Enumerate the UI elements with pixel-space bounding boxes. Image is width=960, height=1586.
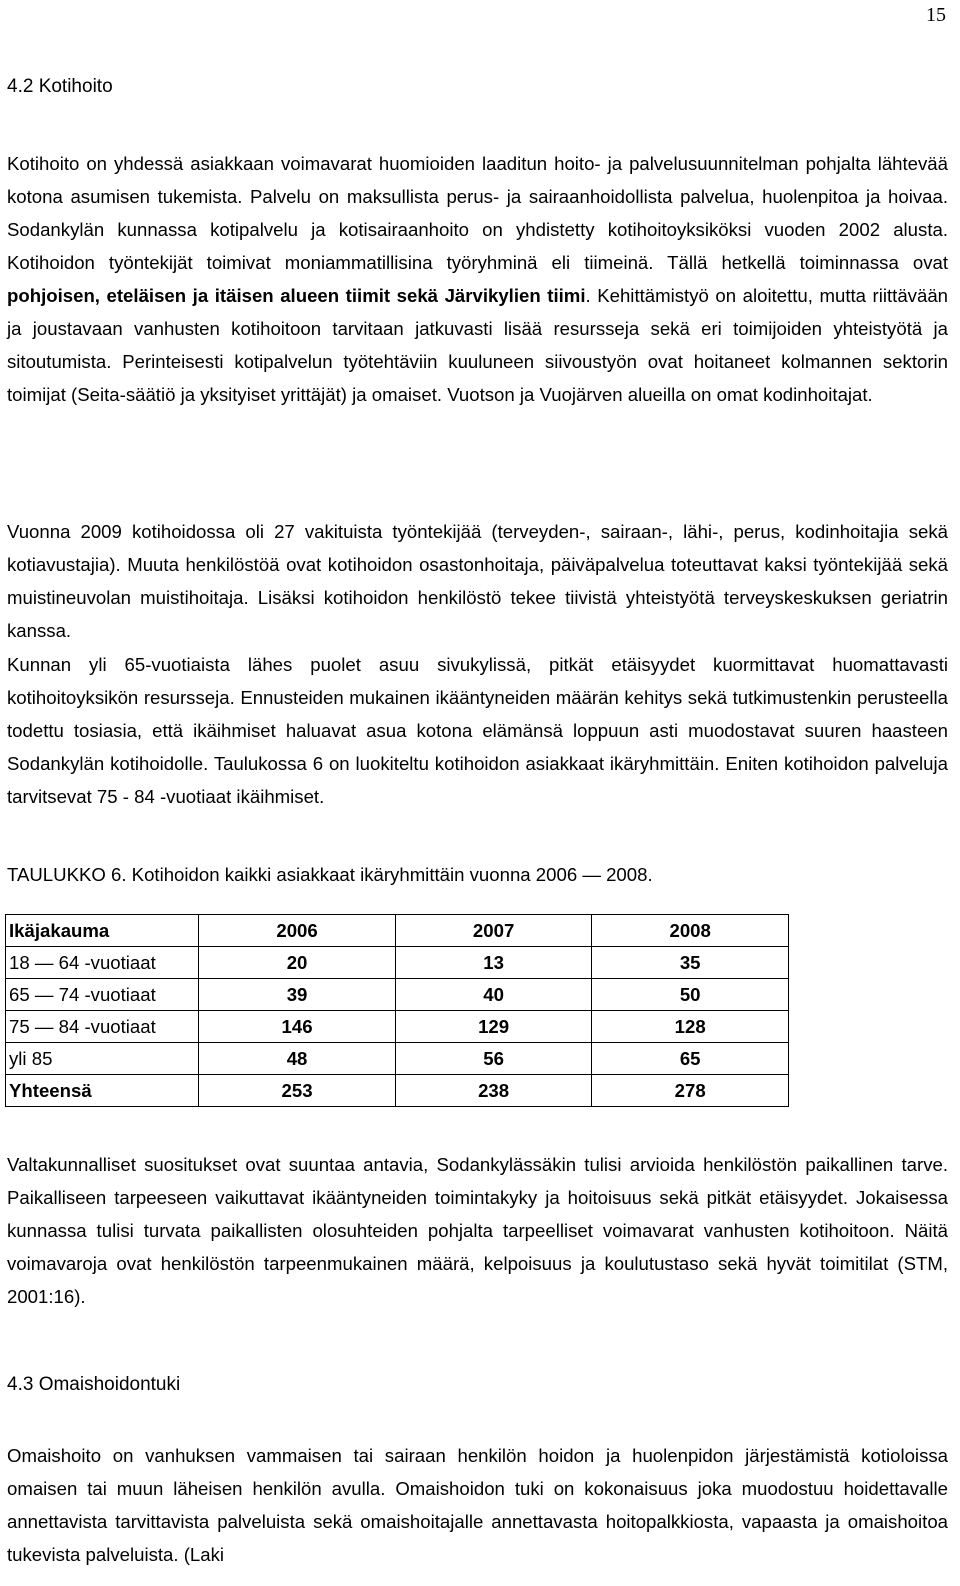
table-title: TAULUKKO 6. Kotihoidon kaikki asiakkaat ikäryhmittäin vuonna 2006 — 2008. — [7, 864, 653, 885]
paragraph-omaishoito: Omaishoito on vanhuksen vammaisen tai sairaan henkilön hoidon ja huolenpidon järjestämistä kotioloissa omaisen tai muun läheisen henkilön avulla. Omaishoidon tuki on kokonaisuus joka muodostuu hoidettavalle annettavista tarvittavista palveluista sekä omaishoitajalle annettavasta hoitopalkkiosta, vapaasta ja omaishoitoa tukevista palveluista. (Laki — [7, 1445, 948, 1565]
row-label: 18 — 64 -vuotiaat — [6, 947, 199, 979]
section-heading-omaishoidontuki: 4.3 Omaishoidontuki — [7, 1374, 181, 1395]
cell-value: 65 — [592, 1043, 789, 1075]
row-label: 75 — 84 -vuotiaat — [6, 1011, 199, 1043]
cell-value: 20 — [199, 947, 396, 979]
cell-value: 129 — [395, 1011, 592, 1043]
cell-value: 238 — [395, 1075, 592, 1107]
header-age-group: Ikäjakauma — [6, 915, 199, 947]
cell-value: 128 — [592, 1011, 789, 1043]
cell-value: 40 — [395, 979, 592, 1011]
table-row — [6, 979, 789, 1011]
section-heading-kotihoito: 4.2 Kotihoito — [7, 76, 113, 97]
table-row — [6, 947, 789, 979]
header-2006: 2006 — [199, 915, 396, 947]
row-label-total: Yhteensä — [6, 1075, 199, 1107]
paragraph-bold-text: pohjoisen, eteläisen ja itäisen alueen tiimit sekä Järvikylien tiimi — [7, 285, 586, 306]
table-row — [6, 1043, 789, 1075]
row-label: 65 — 74 -vuotiaat — [6, 979, 199, 1011]
paragraph-text: Kotihoito on yhdessä asiakkaan voimavarat huomioiden laaditun hoito- ja palvelusuunnitelman pohjalta lähtevää kotona asumisen tukemista. Palvelu on maksullista perus- ja sairaanhoidollista palvelua, huolenpitoa ja hoivaa. Sodankylän kunnassa kotipalvelu ja kotisairaanhoito on yhdistetty kotihoitoyksiköksi vuoden 2002 alusta. Kotihoidon työntekijät toimivat moniammatillisina työryhminä eli tiimeinä. Tällä hetkellä toiminnassa ovat — [7, 153, 948, 273]
cell-value: 48 — [199, 1043, 396, 1075]
header-2007: 2007 — [395, 915, 592, 947]
page-number: 15 — [926, 4, 946, 26]
cell-value: 146 — [199, 1011, 396, 1043]
table-total-row — [6, 1075, 789, 1107]
cell-value: 13 — [395, 947, 592, 979]
table-row — [6, 1011, 789, 1043]
cell-value: 278 — [592, 1075, 789, 1107]
paragraph-staff: Vuonna 2009 kotihoidossa oli 27 vakituista työntekijää (terveyden-, sairaan-, lähi-, perus, kodinhoitajia sekä kotiavustajia). Muuta henkilöstöä ovat kotihoidon osastonhoitaja, päiväpalvelua toteuttavat kaksi työntekijää sekä muistineuvolan muistihoitaja. Lisäksi kotihoidon henkilöstö tekee tiivistä yhteistyötä terveyskeskuksen geriatrin kanssa. — [7, 521, 948, 641]
cell-value: 50 — [592, 979, 789, 1011]
paragraph-villages: Kunnan yli 65-vuotiaista lähes puolet asuu sivukylissä, pitkät etäisyydet kuormittavat huomattavasti kotihoitoyksikön resursseja. Ennusteiden mukainen ikääntyneiden määrän kehitys sekä tutkimustenkin perusteella todettu tosiasia, että ikäihmiset haluavat asua kotona elämänsä loppuun asti muodostavat suuren haasteen Sodankylän kotihoidolle. Taulukossa 6 on luokiteltu kotihoidon asiakkaat ikäryhmittäin. Eniten kotihoidon palveluja tarvitsevat 75 - 84 -vuotiaat ikäihmiset. — [7, 654, 948, 807]
cell-value: 39 — [199, 979, 396, 1011]
paragraph-text: . Kehittämistyö on aloitettu, mutta riittävään ja joustavaan vanhusten kotihoitoon tarvitaan jatkuvasti lisää resursseja sekä eri toimijoiden yhteistyötä ja sitoutumista. Perinteisesti kotipalvelun työtehtäviin kuuluneen siivoustyön ovat hoitaneet kolmannen sektorin toimijat (Seita-säätiö ja yksityiset yrittäjät) ja omaiset. Vuotson ja Vuojärven alueilla on omat kodinhoitajat. — [7, 285, 948, 405]
age-group-table — [5, 914, 789, 1107]
table-header-row — [6, 915, 789, 947]
row-label: yli 85 — [6, 1043, 199, 1075]
paragraph-kotihoito-intro — [7, 147, 948, 411]
cell-value: 253 — [199, 1075, 396, 1107]
cell-value: 35 — [592, 947, 789, 979]
paragraph-recommendations: Valtakunnalliset suositukset ovat suuntaa antavia, Sodankylässäkin tulisi arvioida henkilöstön paikallinen tarve. Paikalliseen tarpeeseen vaikuttavat ikääntyneiden toimintakyky ja hoitoisuus sekä pitkät etäisyydet. Jokaisessa kunnassa tulisi turvata paikallisten olosuhteiden pohjalta tarpeelliset voimavarat vanhusten kotihoitoon. Näitä voimavaroja ovat henkilöstön tarpeenmukainen määrä, kelpoisuus ja koulutustaso sekä hyvät toimitilat (STM, 2001:16). — [7, 1154, 948, 1307]
cell-value: 56 — [395, 1043, 592, 1075]
header-2008: 2008 — [592, 915, 789, 947]
